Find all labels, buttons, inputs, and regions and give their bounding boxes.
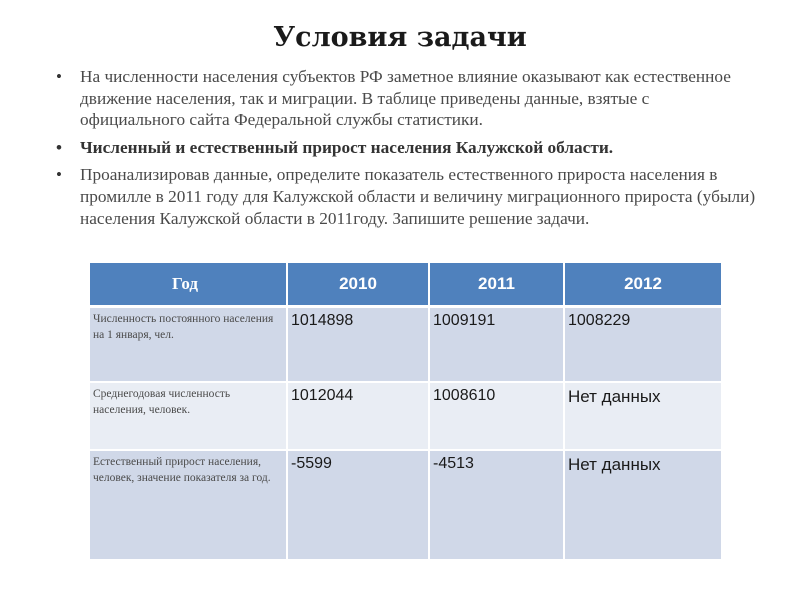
row-label: Численность постоянного населения на 1 января, чел. bbox=[90, 307, 287, 382]
bullet-item bbox=[56, 66, 756, 131]
header-year: Год bbox=[90, 263, 287, 307]
bullet-text: Проанализировав данные, определите показатель естественного прироста населения в промилле в 2011 году для Калужской области и величину миграционного прироста (убыли) населения Калужской области в 2011году. Запишите решение задачи. bbox=[80, 165, 756, 228]
bullet-text: Численный и естественный прирост населения Калужской области. bbox=[80, 137, 614, 157]
table-header-row bbox=[90, 263, 722, 307]
cell-value: 1008610 bbox=[429, 382, 564, 450]
cell-value: 1012044 bbox=[287, 382, 429, 450]
bullet-text: На численности населения субъектов РФ заметное влияние оказывают как естественное движение населения, так и миграции. В таблице приведены данные, взятые с официального сайта Федеральной службы статистики. bbox=[80, 67, 731, 130]
bullet-item bbox=[56, 164, 756, 229]
cell-value: 1008229 bbox=[564, 307, 722, 382]
slide-title: Условия задачи bbox=[273, 22, 527, 53]
cell-value: -5599 bbox=[287, 450, 429, 560]
table-row bbox=[90, 307, 722, 382]
bullet-item-bold bbox=[56, 137, 756, 159]
row-label: Среднегодовая численность населения, человек. bbox=[90, 382, 287, 450]
cell-value: Нет данных bbox=[564, 382, 722, 450]
cell-value: Нет данных bbox=[564, 450, 722, 560]
table-row bbox=[90, 450, 722, 560]
table-row bbox=[90, 382, 722, 450]
cell-value: -4513 bbox=[429, 450, 564, 560]
bullet-dot-icon: • bbox=[56, 137, 62, 157]
cell-value: 1009191 bbox=[429, 307, 564, 382]
bullet-list bbox=[56, 66, 756, 235]
bullet-dot-icon: • bbox=[56, 165, 62, 185]
header-2011: 2011 bbox=[429, 263, 564, 307]
row-label: Естественный прирост населения, человек, значение показателя за год. bbox=[90, 450, 287, 560]
population-table bbox=[90, 263, 723, 561]
cell-value: 1014898 bbox=[287, 307, 429, 382]
header-2010: 2010 bbox=[287, 263, 429, 307]
header-2012: 2012 bbox=[564, 263, 722, 307]
bullet-dot-icon: • bbox=[56, 67, 62, 86]
